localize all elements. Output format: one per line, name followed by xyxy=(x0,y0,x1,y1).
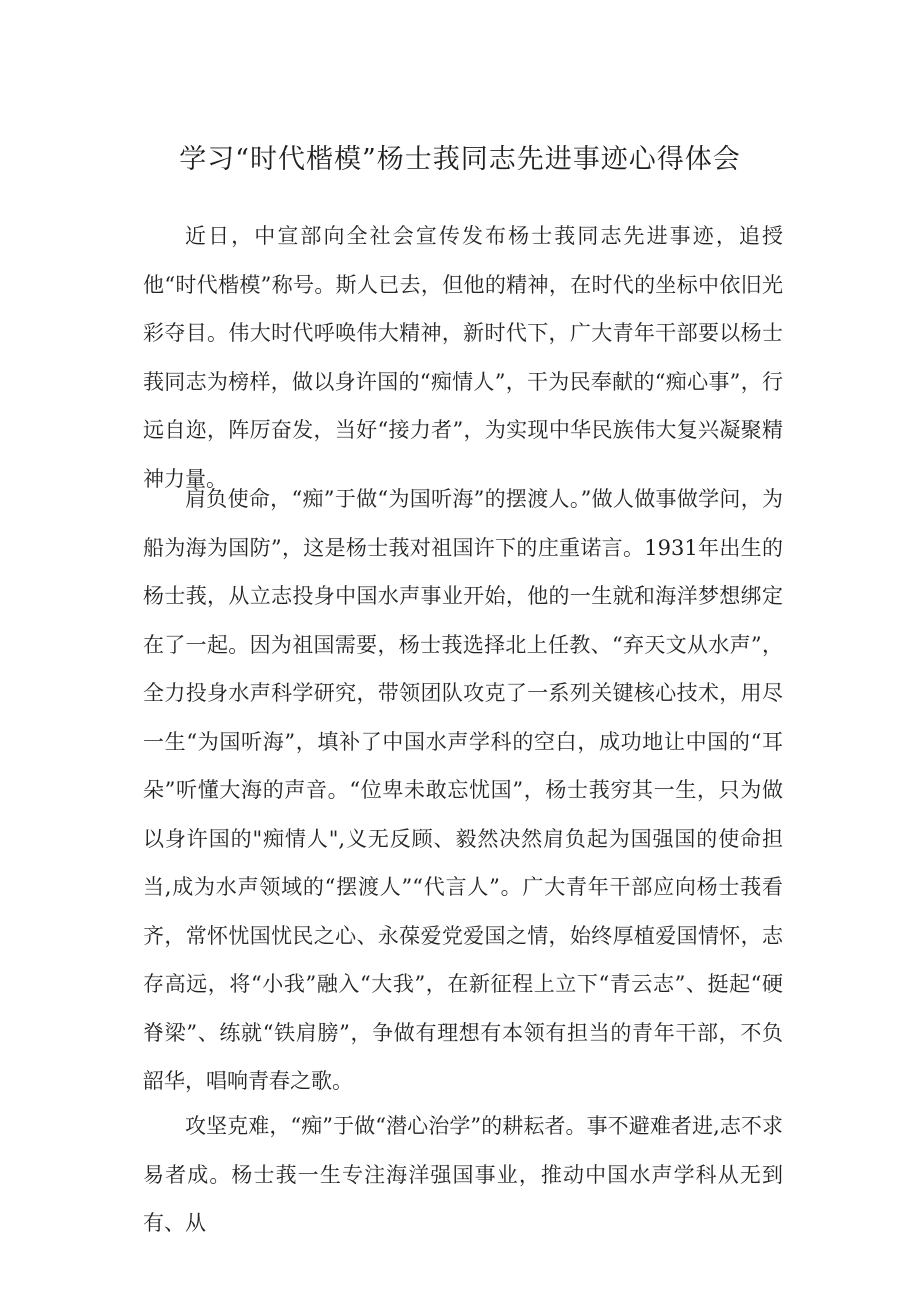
paragraph-mission: 肩负使命，“痴”于做“为国听海”的摆渡人。”做人做事做学问，为船为海为国防”，这是杨士莪对祖国许下的庄重诺言。1931年出生的杨士莪，从立志投身中国水声事业开始，他的一生就和海洋梦想绑定在了一起。因为祖国需要，杨士莪选择北上任教、“弃天文从水声”，全力投身水声科学研究，带领团队攻克了一系列关键核心技术，用尽一生“为国听海”，填补了中国水声学科的空白，成功地让中国的“耳朵”听懂大海的声音。“位卑未敢忘忧国”，杨士莪穷其一生，只为做以身许国的"痴情人",义无反顾、毅然决然肩负起为国强国的使命担当,成为水声领域的“摆渡人”“代言人”。广大青年干部应向杨士莪看齐，常怀忧国忧民之心、永葆爱党爱国之情，始终厚植爱国情怀，志存高远，将“小我”融入“大我”，在新征程上立下“青云志”、挺起“硬脊梁”、练就“铁肩膀”，争做有理想有本领有担当的青年干部，不负韶华，唱响青春之歌。 xyxy=(143,487,783,1093)
document-title: 学习“时代楷模”杨士莪同志先进事迹心得体会 xyxy=(179,144,741,175)
paragraph-research: 攻坚克难，“痴”于做“潜心治学”的耕耘者。事不避难者进,志不求易者成。杨士莪一生专注海洋强国事业，推动中国水声学科从无到有、从 xyxy=(143,1114,783,1235)
paragraph-intro: 近日，中宣部向全社会宣传发布杨士莪同志先进事迹，追授他“时代楷模”称号。斯人已去，但他的精神，在时代的坐标中依旧光彩夺目。伟大时代呼唤伟大精神，新时代下，广大青年干部要以杨士莪同志为榜样，做以身许国的“痴情人”，干为民奉献的“痴心事”，行远自迩，阵厉奋发，当好“接力者”，为实现中华民族伟大复兴凝聚精神力量。 xyxy=(143,224,783,491)
